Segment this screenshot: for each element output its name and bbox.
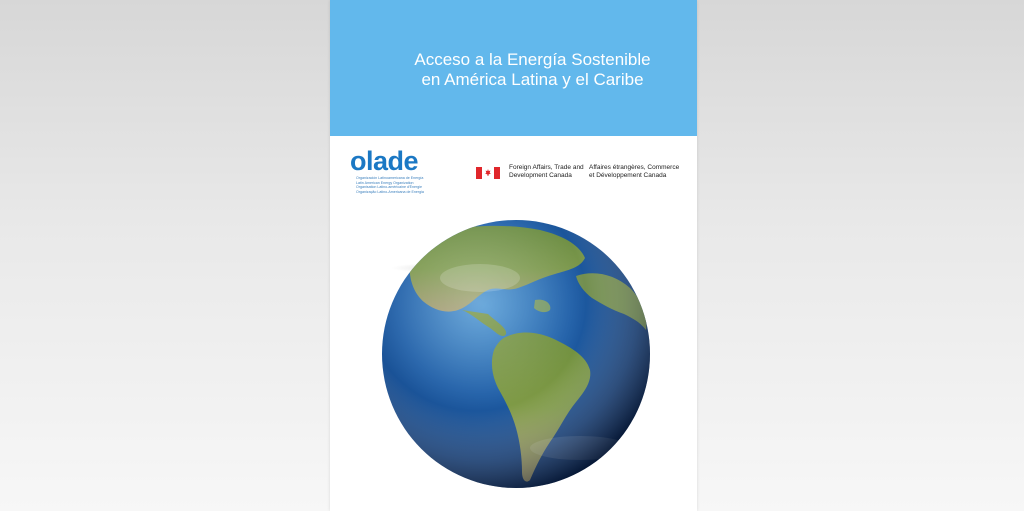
cover-title-line-1: Acceso a la Energía Sostenible: [414, 50, 651, 69]
canada-english-name: Foreign Affairs, Trade and Development Canada: [509, 164, 584, 179]
cover-title-line-2: en América Latina y el Caribe: [421, 70, 644, 89]
canada-french-name: Affaires étrangères, Commerce et Développement Canada: [589, 164, 680, 179]
olade-tagline-line: Latin American Energy Organization: [356, 180, 414, 185]
olade-tagline-line: Organización Latinoamericana de Energía: [356, 176, 424, 180]
canada-logo: [476, 163, 686, 185]
globe-image: [380, 218, 652, 490]
canada-flag-icon: [476, 167, 500, 179]
olade-logo: [350, 148, 440, 200]
globe-icon: [380, 218, 652, 490]
document-cover: [330, 0, 697, 511]
cover-title: [330, 50, 697, 90]
olade-tagline-line: Organização Latino-Americana de Energia: [356, 189, 424, 194]
olade-wordmark: olade: [350, 146, 419, 176]
olade-tagline: [356, 176, 440, 194]
olade-tagline-line: Organisation Latino-américaine d'Énergie: [356, 185, 423, 190]
